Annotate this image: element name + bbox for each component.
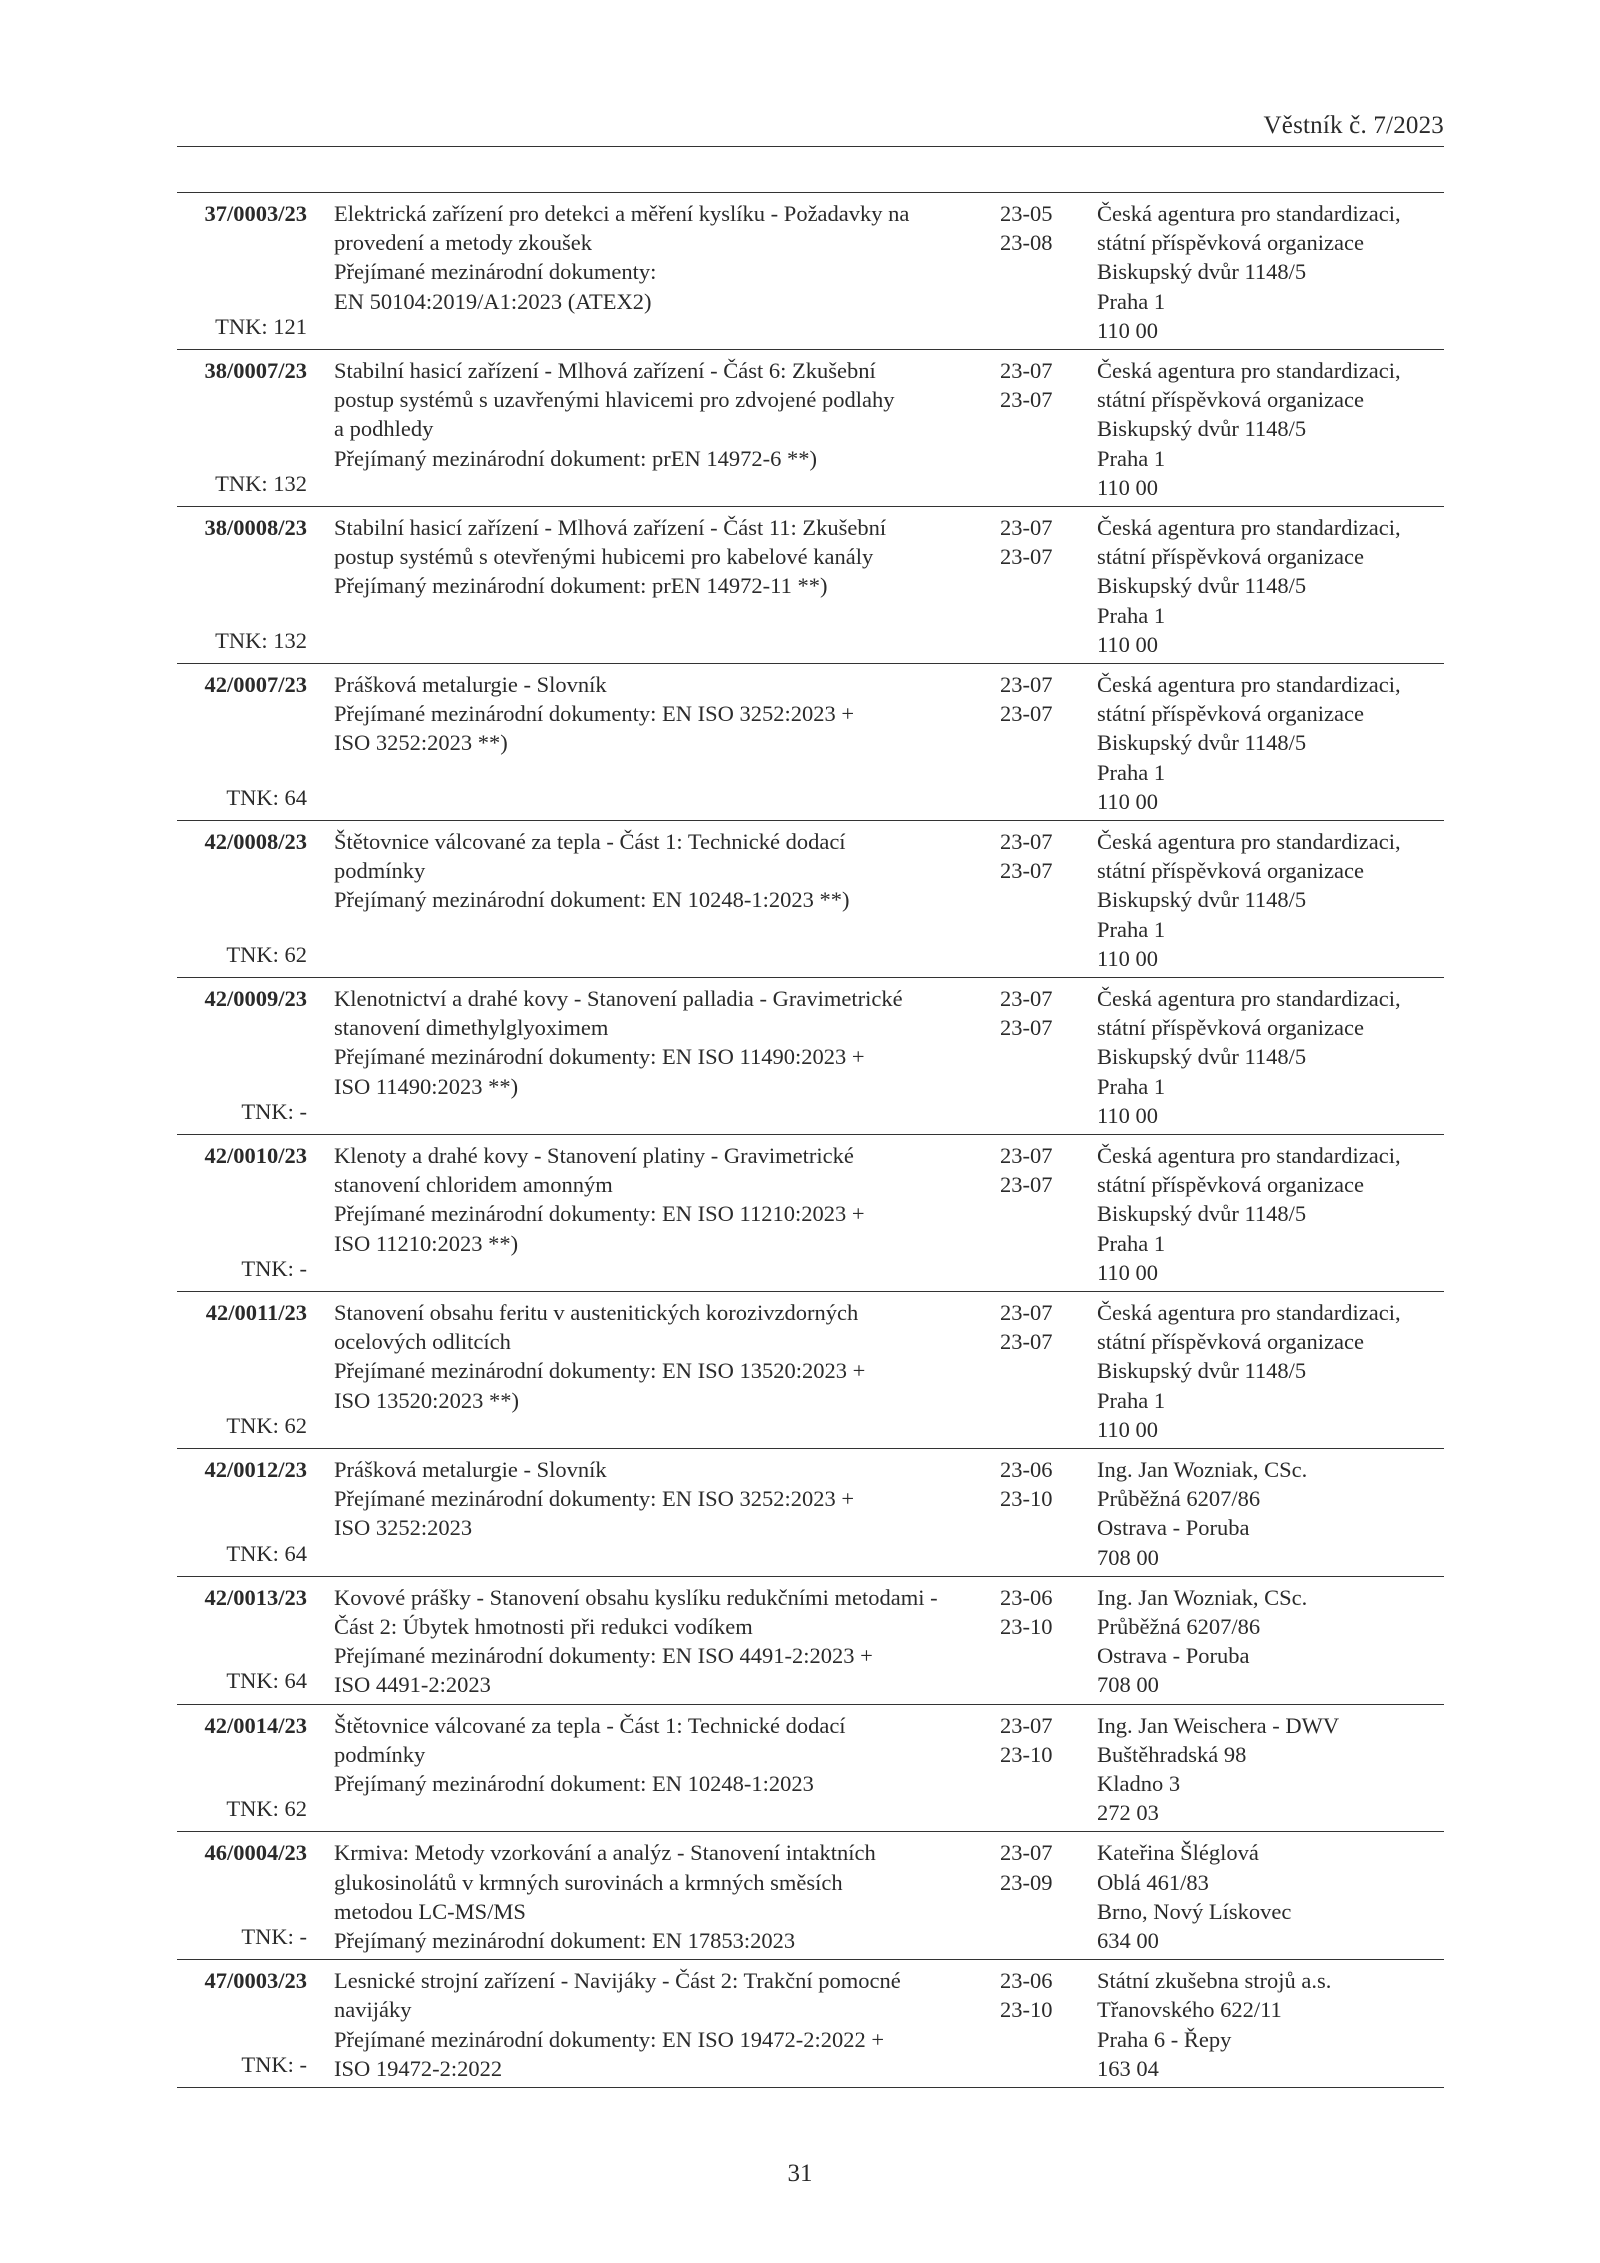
entry-description bbox=[334, 356, 994, 473]
entry-id-column bbox=[177, 1838, 307, 1955]
address-line: 110 00 bbox=[1097, 1259, 1159, 1285]
address-line: Ostrava - Poruba bbox=[1097, 1643, 1250, 1669]
address-line: Kladno 3 bbox=[1097, 1771, 1181, 1797]
standard-entry bbox=[177, 1448, 1444, 1576]
entry-tnk: TNK: 64 bbox=[226, 784, 307, 810]
entry-address bbox=[1097, 513, 1447, 659]
description-line: ISO 19472-2:2022 bbox=[334, 2055, 503, 2081]
address-line: 272 03 bbox=[1097, 1800, 1159, 1826]
entry-description bbox=[334, 827, 994, 915]
address-line: 708 00 bbox=[1097, 1544, 1159, 1570]
entry-tnk: TNK: 62 bbox=[226, 1796, 307, 1822]
description-line: Přejímaný mezinárodní dokument: prEN 14972-11 **) bbox=[334, 573, 828, 599]
description-line: a podhledy bbox=[334, 416, 434, 442]
description-line: Přejímané mezinárodní dokumenty: EN ISO 19472-2:2022 + bbox=[334, 2026, 885, 2052]
address-line: Biskupský dvůr 1148/5 bbox=[1097, 1358, 1307, 1384]
description-line: ISO 4491-2:2023 bbox=[334, 1672, 491, 1698]
entry-dates bbox=[1000, 670, 1090, 728]
date-value: 23-07 bbox=[1000, 1712, 1053, 1738]
address-line: Biskupský dvůr 1148/5 bbox=[1097, 887, 1307, 913]
entry-dates bbox=[1000, 1298, 1090, 1356]
address-line: Biskupský dvůr 1148/5 bbox=[1097, 573, 1307, 599]
entry-description bbox=[334, 199, 994, 316]
entry-address bbox=[1097, 827, 1447, 973]
entry-tnk: TNK: - bbox=[241, 1255, 307, 1281]
description-line: Přejímané mezinárodní dokumenty: bbox=[334, 259, 657, 285]
address-line: Praha 1 bbox=[1097, 288, 1166, 314]
entry-address bbox=[1097, 984, 1447, 1130]
description-line: Přejímané mezinárodní dokumenty: EN ISO 3252:2023 + bbox=[334, 701, 855, 727]
header-divider bbox=[177, 146, 1444, 147]
standard-entry bbox=[177, 820, 1444, 977]
entry-dates bbox=[1000, 1838, 1090, 1896]
standard-entry bbox=[177, 977, 1444, 1134]
entry-address bbox=[1097, 1455, 1447, 1572]
entry-id-column bbox=[177, 1455, 307, 1572]
address-line: Praha 6 - Řepy bbox=[1097, 2026, 1232, 2052]
entry-description bbox=[334, 1838, 994, 1955]
date-value: 23-10 bbox=[1000, 1741, 1053, 1767]
standard-entry bbox=[177, 1134, 1444, 1291]
entry-id-column bbox=[177, 1583, 307, 1700]
standard-entry bbox=[177, 349, 1444, 506]
date-value: 23-07 bbox=[1000, 387, 1053, 413]
standard-entry bbox=[177, 1291, 1444, 1448]
address-line: Česká agentura pro standardizaci, bbox=[1097, 986, 1401, 1011]
address-line: Praha 1 bbox=[1097, 1387, 1166, 1413]
entry-code: 46/0004/23 bbox=[204, 1840, 307, 1866]
address-line: Praha 1 bbox=[1097, 759, 1166, 785]
date-value: 23-07 bbox=[1000, 858, 1053, 884]
entry-code: 47/0003/23 bbox=[204, 1968, 307, 1994]
entry-dates bbox=[1000, 827, 1090, 885]
entry-tnk: TNK: 64 bbox=[226, 1540, 307, 1566]
address-line: Průběžná 6207/86 bbox=[1097, 1486, 1261, 1512]
date-value: 23-07 bbox=[1000, 986, 1053, 1011]
description-line: ISO 13520:2023 **) bbox=[334, 1387, 519, 1413]
address-line: 110 00 bbox=[1097, 317, 1159, 343]
entry-code: 42/0012/23 bbox=[204, 1457, 307, 1482]
entry-code: 42/0011/23 bbox=[205, 1300, 307, 1325]
description-line: Přejímaný mezinárodní dokument: prEN 14972-6 **) bbox=[334, 445, 818, 471]
entry-code: 42/0010/23 bbox=[204, 1143, 307, 1168]
address-line: Česká agentura pro standardizaci, bbox=[1097, 201, 1401, 226]
entry-code: 42/0008/23 bbox=[204, 829, 307, 854]
address-line: 110 00 bbox=[1097, 631, 1159, 657]
entry-description bbox=[334, 1583, 994, 1700]
date-value: 23-09 bbox=[1000, 1869, 1053, 1895]
entry-tnk: TNK: - bbox=[241, 2051, 307, 2077]
standard-entry bbox=[177, 1831, 1444, 1959]
page-number: 31 bbox=[787, 2160, 813, 2187]
description-line: metodou LC-MS/MS bbox=[334, 1898, 526, 1924]
entry-address bbox=[1097, 199, 1447, 345]
date-value: 23-07 bbox=[1000, 544, 1053, 570]
entry-address bbox=[1097, 1838, 1447, 1955]
address-line: státní příspěvková organizace bbox=[1097, 858, 1364, 884]
date-value: 23-07 bbox=[1000, 1172, 1053, 1198]
date-value: 23-07 bbox=[1000, 1840, 1053, 1866]
entry-description bbox=[334, 670, 994, 758]
date-value: 23-06 bbox=[1000, 1968, 1053, 1994]
description-line: Přejímané mezinárodní dokumenty: EN ISO 13520:2023 + bbox=[334, 1358, 866, 1384]
standard-entry bbox=[177, 192, 1444, 349]
address-line: 634 00 bbox=[1097, 1928, 1159, 1954]
date-value: 23-07 bbox=[1000, 515, 1053, 540]
address-line: Biskupský dvůr 1148/5 bbox=[1097, 416, 1307, 442]
date-value: 23-07 bbox=[1000, 1329, 1053, 1355]
entry-code: 42/0007/23 bbox=[204, 672, 307, 697]
entry-id-column bbox=[177, 513, 307, 659]
standard-entry bbox=[177, 663, 1444, 820]
description-line: Štětovnice válcované za tepla - Část 1: Technické dodací bbox=[334, 1712, 846, 1738]
entry-dates bbox=[1000, 1455, 1090, 1513]
address-line: Česká agentura pro standardizaci, bbox=[1097, 358, 1401, 383]
description-line: ISO 11210:2023 **) bbox=[334, 1230, 519, 1256]
address-line: státní příspěvková organizace bbox=[1097, 230, 1364, 256]
standards-list bbox=[177, 192, 1444, 2088]
address-line: státní příspěvková organizace bbox=[1097, 701, 1364, 727]
address-line: Průběžná 6207/86 bbox=[1097, 1614, 1261, 1639]
description-line: ISO 11490:2023 **) bbox=[334, 1073, 519, 1099]
entry-description bbox=[334, 513, 994, 601]
entry-address bbox=[1097, 1141, 1447, 1287]
address-line: Biskupský dvůr 1148/5 bbox=[1097, 730, 1307, 756]
description-line: provedení a metody zkoušek bbox=[334, 230, 593, 256]
entry-tnk: TNK: 62 bbox=[226, 941, 307, 967]
address-line: Praha 1 bbox=[1097, 1073, 1166, 1099]
address-line: Ing. Jan Weischera - DWV bbox=[1097, 1712, 1340, 1738]
entry-address bbox=[1097, 1711, 1447, 1828]
entry-id-column bbox=[177, 1966, 307, 2083]
entry-code: 42/0013/23 bbox=[204, 1584, 307, 1610]
address-line: Biskupský dvůr 1148/5 bbox=[1097, 1201, 1307, 1227]
description-line: ISO 3252:2023 **) bbox=[334, 730, 508, 756]
description-line: postup systémů s otevřenými hubicemi pro kabelové kanály bbox=[334, 544, 874, 570]
description-line: EN 50104:2019/A1:2023 (ATEX2) bbox=[334, 288, 652, 314]
description-line: Stabilní hasicí zařízení - Mlhová zařízení - Část 6: Zkušební bbox=[334, 358, 876, 383]
address-line: Ing. Jan Wozniak, CSc. bbox=[1097, 1584, 1308, 1610]
address-line: 110 00 bbox=[1097, 788, 1159, 814]
entry-tnk: TNK: 64 bbox=[226, 1668, 307, 1694]
date-value: 23-07 bbox=[1000, 672, 1053, 697]
address-line: Biskupský dvůr 1148/5 bbox=[1097, 1044, 1307, 1070]
standard-entry bbox=[177, 1704, 1444, 1832]
description-line: Krmiva: Metody vzorkování a analýz - Stanovení intaktních bbox=[334, 1840, 876, 1866]
entry-id-column bbox=[177, 670, 307, 816]
entry-id-column bbox=[177, 199, 307, 345]
description-line: ISO 3252:2023 bbox=[334, 1515, 473, 1541]
entry-description bbox=[334, 1141, 994, 1258]
entry-tnk: TNK: 132 bbox=[215, 627, 307, 653]
address-line: 110 00 bbox=[1097, 945, 1159, 971]
address-line: státní příspěvková organizace bbox=[1097, 1172, 1364, 1198]
standard-entry bbox=[177, 1576, 1444, 1704]
address-line: Ostrava - Poruba bbox=[1097, 1515, 1250, 1541]
description-line: Stanovení obsahu feritu v austenitických korozivzdorných bbox=[334, 1300, 859, 1325]
date-value: 23-06 bbox=[1000, 1584, 1053, 1610]
address-line: Česká agentura pro standardizaci, bbox=[1097, 515, 1401, 540]
description-line: Přejímaný mezinárodní dokument: EN 17853:2023 bbox=[334, 1928, 796, 1954]
description-line: stanovení chloridem amonným bbox=[334, 1172, 613, 1198]
date-value: 23-07 bbox=[1000, 701, 1053, 727]
address-line: Česká agentura pro standardizaci, bbox=[1097, 1300, 1401, 1325]
date-value: 23-07 bbox=[1000, 829, 1053, 854]
entry-id-column bbox=[177, 827, 307, 973]
entry-code: 38/0007/23 bbox=[204, 358, 307, 383]
entry-description bbox=[334, 1711, 994, 1799]
date-value: 23-07 bbox=[1000, 1300, 1053, 1325]
entry-address bbox=[1097, 356, 1447, 502]
entry-code: 37/0003/23 bbox=[204, 201, 307, 226]
date-value: 23-05 bbox=[1000, 201, 1053, 226]
description-line: glukosinolátů v krmných surovinách a krmných směsích bbox=[334, 1869, 843, 1895]
description-line: podmínky bbox=[334, 1741, 426, 1767]
address-line: státní příspěvková organizace bbox=[1097, 1329, 1364, 1355]
entry-id-column bbox=[177, 356, 307, 502]
address-line: Ing. Jan Wozniak, CSc. bbox=[1097, 1457, 1308, 1482]
description-line: Klenoty a drahé kovy - Stanovení platiny - Gravimetrické bbox=[334, 1143, 854, 1168]
address-line: 708 00 bbox=[1097, 1672, 1159, 1698]
address-line: 163 04 bbox=[1097, 2055, 1159, 2081]
address-line: Brno, Nový Lískovec bbox=[1097, 1898, 1292, 1924]
description-line: Přejímaný mezinárodní dokument: EN 10248-1:2023 bbox=[334, 1771, 814, 1797]
date-value: 23-10 bbox=[1000, 1614, 1053, 1639]
date-value: 23-10 bbox=[1000, 1486, 1053, 1512]
address-line: Česká agentura pro standardizaci, bbox=[1097, 672, 1401, 697]
address-line: Třanovského 622/11 bbox=[1097, 1997, 1282, 2023]
address-line: Oblá 461/83 bbox=[1097, 1869, 1209, 1895]
address-line: 110 00 bbox=[1097, 474, 1159, 500]
entry-id-column bbox=[177, 984, 307, 1130]
description-line: ocelových odlitcích bbox=[334, 1329, 511, 1355]
address-line: Praha 1 bbox=[1097, 602, 1166, 628]
address-line: státní příspěvková organizace bbox=[1097, 544, 1364, 570]
address-line: 110 00 bbox=[1097, 1102, 1159, 1128]
entry-tnk: TNK: - bbox=[241, 1924, 307, 1950]
address-line: Praha 1 bbox=[1097, 445, 1166, 471]
date-value: 23-07 bbox=[1000, 358, 1053, 383]
description-line: navijáky bbox=[334, 1997, 412, 2023]
entry-address bbox=[1097, 1298, 1447, 1444]
entry-tnk: TNK: 121 bbox=[215, 313, 307, 339]
date-value: 23-08 bbox=[1000, 230, 1053, 256]
entry-dates bbox=[1000, 1966, 1090, 2024]
address-line: Státní zkušebna strojů a.s. bbox=[1097, 1968, 1332, 1994]
description-line: Část 2: Úbytek hmotnosti při redukci vodíkem bbox=[334, 1614, 753, 1639]
description-line: stanovení dimethylglyoximem bbox=[334, 1015, 609, 1041]
entry-address bbox=[1097, 1966, 1447, 2083]
standard-entry bbox=[177, 1959, 1444, 2088]
entry-description bbox=[334, 1455, 994, 1543]
description-line: Přejímané mezinárodní dokumenty: EN ISO 3252:2023 + bbox=[334, 1486, 855, 1512]
entry-id-column bbox=[177, 1298, 307, 1444]
date-value: 23-10 bbox=[1000, 1997, 1053, 2023]
description-line: Přejímaný mezinárodní dokument: EN 10248-1:2023 **) bbox=[334, 887, 850, 913]
date-value: 23-06 bbox=[1000, 1457, 1053, 1482]
entry-description bbox=[334, 984, 994, 1101]
address-line: Praha 1 bbox=[1097, 916, 1166, 942]
entry-dates bbox=[1000, 356, 1090, 414]
address-line: Kateřina Šléglová bbox=[1097, 1840, 1259, 1866]
address-line: Buštěhradská 98 bbox=[1097, 1741, 1247, 1767]
address-line: Praha 1 bbox=[1097, 1230, 1166, 1256]
description-line: postup systémů s uzavřenými hlavicemi pro zdvojené podlahy bbox=[334, 387, 895, 413]
entry-address bbox=[1097, 1583, 1447, 1700]
address-line: státní příspěvková organizace bbox=[1097, 387, 1364, 413]
entry-id-column bbox=[177, 1141, 307, 1287]
entry-tnk: TNK: 62 bbox=[226, 1412, 307, 1438]
address-line: Česká agentura pro standardizaci, bbox=[1097, 1143, 1401, 1168]
date-value: 23-07 bbox=[1000, 1143, 1053, 1168]
description-line: Prášková metalurgie - Slovník bbox=[334, 672, 607, 697]
entry-dates bbox=[1000, 513, 1090, 571]
address-line: Česká agentura pro standardizaci, bbox=[1097, 829, 1401, 854]
entry-dates bbox=[1000, 199, 1090, 257]
entry-description bbox=[334, 1298, 994, 1415]
entry-tnk: TNK: - bbox=[241, 1098, 307, 1124]
description-line: Elektrická zařízení pro detekci a měření kyslíku - Požadavky na bbox=[334, 201, 910, 226]
entry-code: 42/0014/23 bbox=[204, 1712, 307, 1738]
description-line: Klenotnictví a drahé kovy - Stanovení palladia - Gravimetrické bbox=[334, 986, 903, 1011]
entry-dates bbox=[1000, 984, 1090, 1042]
description-line: Prášková metalurgie - Slovník bbox=[334, 1457, 607, 1482]
description-line: Štětovnice válcované za tepla - Část 1: Technické dodací bbox=[334, 829, 846, 854]
entry-tnk: TNK: 132 bbox=[215, 470, 307, 496]
description-line: Stabilní hasicí zařízení - Mlhová zařízení - Část 11: Zkušební bbox=[334, 515, 887, 540]
address-line: státní příspěvková organizace bbox=[1097, 1015, 1364, 1041]
entry-description bbox=[334, 1966, 994, 2083]
bulletin-title: Věstník č. 7/2023 bbox=[1263, 112, 1444, 139]
description-line: podmínky bbox=[334, 858, 426, 884]
entry-dates bbox=[1000, 1583, 1090, 1641]
date-value: 23-07 bbox=[1000, 1015, 1053, 1041]
description-line: Kovové prášky - Stanovení obsahu kyslíku redukčními metodami - bbox=[334, 1584, 938, 1610]
entry-code: 42/0009/23 bbox=[204, 986, 307, 1011]
address-line: Biskupský dvůr 1148/5 bbox=[1097, 259, 1307, 285]
address-line: 110 00 bbox=[1097, 1416, 1159, 1442]
entry-id-column bbox=[177, 1711, 307, 1828]
description-line: Přejímané mezinárodní dokumenty: EN ISO 11490:2023 + bbox=[334, 1044, 865, 1070]
entry-dates bbox=[1000, 1141, 1090, 1199]
description-line: Přejímané mezinárodní dokumenty: EN ISO 11210:2023 + bbox=[334, 1201, 865, 1227]
entry-dates bbox=[1000, 1711, 1090, 1769]
description-line: Přejímané mezinárodní dokumenty: EN ISO 4491-2:2023 + bbox=[334, 1643, 873, 1669]
description-line: Lesnické strojní zařízení - Navijáky - Část 2: Trakční pomocné bbox=[334, 1968, 901, 1994]
entry-address bbox=[1097, 670, 1447, 816]
standard-entry bbox=[177, 506, 1444, 663]
entry-code: 38/0008/23 bbox=[204, 515, 307, 540]
